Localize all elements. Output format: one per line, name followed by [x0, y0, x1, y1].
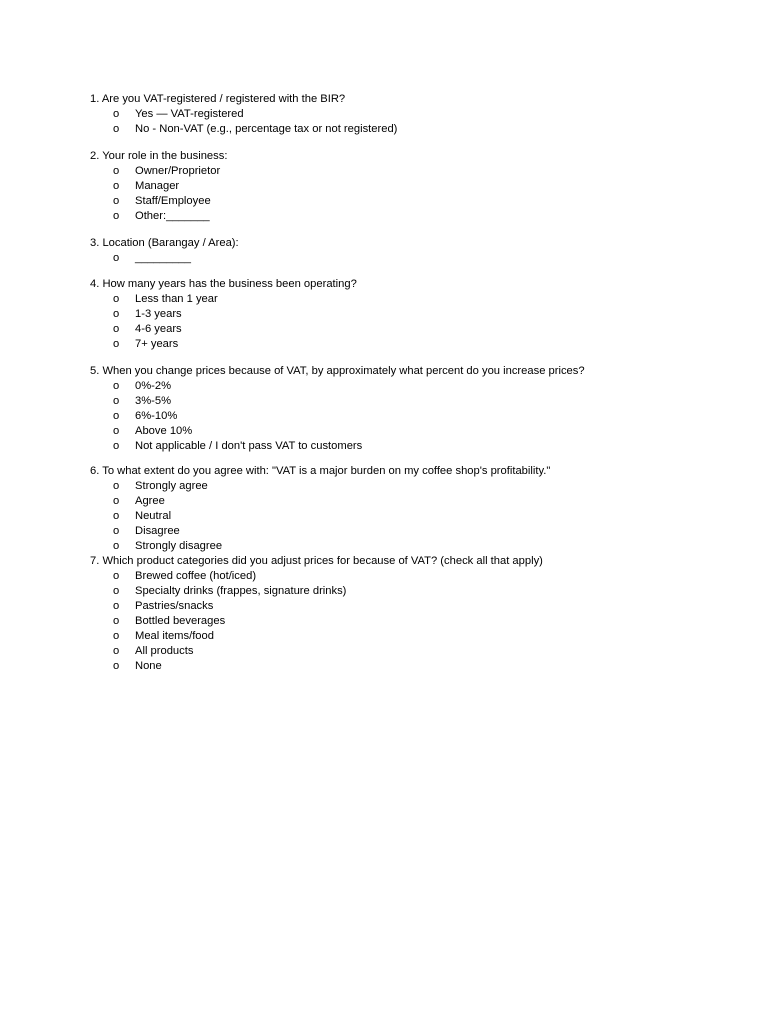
option-label: 0%-2% [135, 380, 172, 392]
option-item[interactable] [90, 599, 750, 614]
bullet-icon: o [113, 210, 120, 222]
option-item[interactable] [90, 307, 750, 322]
option-item[interactable] [90, 292, 750, 307]
option-label: Other:_______ [135, 210, 210, 222]
question-text: 2. Your role in the business: [90, 150, 228, 162]
option-label: 1-3 years [135, 308, 182, 320]
question-text: 5. When you change prices because of VAT, by approximately what percent do you increase prices? [90, 365, 585, 377]
bullet-icon: o [113, 252, 120, 264]
question-2 [90, 149, 750, 224]
option-label: Not applicable / I don't pass VAT to customers [135, 440, 363, 452]
option-label: 3%-5% [135, 395, 172, 407]
option-label: Agree [135, 495, 165, 507]
option-label: Brewed coffee (hot/iced) [135, 570, 257, 582]
question-5 [90, 364, 750, 454]
option-label: _________ [135, 252, 191, 264]
option-item[interactable] [90, 539, 750, 554]
bullet-icon: o [113, 380, 120, 392]
bullet-icon: o [113, 195, 120, 207]
bullet-icon: o [113, 600, 120, 612]
option-label: Neutral [135, 510, 172, 522]
option-label: Above 10% [135, 425, 193, 437]
option-item[interactable] [90, 394, 750, 409]
option-item[interactable] [90, 164, 750, 179]
option-item[interactable] [90, 614, 750, 629]
option-item[interactable] [90, 122, 750, 137]
option-item[interactable] [90, 337, 750, 352]
bullet-icon: o [113, 645, 120, 657]
bullet-icon: o [113, 630, 120, 642]
option-label: 7+ years [135, 338, 179, 350]
option-item[interactable] [90, 322, 750, 337]
option-item[interactable] [90, 479, 750, 494]
question-text: 7. Which product categories did you adjust prices for because of VAT? (check all that apply) [90, 555, 543, 567]
option-label: Staff/Employee [135, 195, 211, 207]
question-text: 1. Are you VAT-registered / registered with the BIR? [90, 93, 346, 105]
option-item[interactable] [90, 424, 750, 439]
option-list [90, 292, 750, 352]
bullet-icon: o [113, 108, 120, 120]
option-item[interactable] [90, 179, 750, 194]
option-item[interactable] [90, 194, 750, 209]
option-list [90, 379, 750, 454]
bullet-icon: o [113, 440, 120, 452]
question-text: 4. How many years has the business been operating? [90, 278, 357, 290]
option-label: 6%-10% [135, 410, 178, 422]
question-6 [90, 464, 750, 554]
option-label: Pastries/snacks [135, 600, 214, 612]
question-4 [90, 277, 750, 352]
option-item[interactable] [90, 251, 750, 266]
bullet-icon: o [113, 585, 120, 597]
option-item[interactable] [90, 644, 750, 659]
option-label: None [135, 660, 162, 672]
bullet-icon: o [113, 308, 120, 320]
option-label: Strongly agree [135, 480, 208, 492]
bullet-icon: o [113, 540, 120, 552]
bullet-icon: o [113, 165, 120, 177]
option-item[interactable] [90, 494, 750, 509]
option-label: No - Non-VAT (e.g., percentage tax or not registered) [135, 123, 398, 135]
option-label: Bottled beverages [135, 615, 226, 627]
option-label: Strongly disagree [135, 540, 223, 552]
option-label: Less than 1 year [135, 293, 218, 305]
option-item[interactable] [90, 379, 750, 394]
option-item[interactable] [90, 209, 750, 224]
option-list [90, 569, 750, 674]
option-item[interactable] [90, 584, 750, 599]
option-label: All products [135, 645, 194, 657]
bullet-icon: o [113, 615, 120, 627]
bullet-icon: o [113, 123, 120, 135]
bullet-icon: o [113, 180, 120, 192]
bullet-icon: o [113, 495, 120, 507]
bullet-icon: o [113, 338, 120, 350]
option-item[interactable] [90, 524, 750, 539]
bullet-icon: o [113, 323, 120, 335]
bullet-icon: o [113, 570, 120, 582]
bullet-icon: o [113, 293, 120, 305]
question-text: 6. To what extent do you agree with: "VAT is a major burden on my coffee shop's profitability." [90, 465, 551, 477]
question-7 [90, 554, 750, 674]
bullet-icon: o [113, 410, 120, 422]
bullet-icon: o [113, 660, 120, 672]
option-label: Meal items/food [135, 630, 214, 642]
option-label: Specialty drinks (frappes, signature drinks) [135, 585, 347, 597]
bullet-icon: o [113, 510, 120, 522]
question-1 [90, 92, 750, 137]
option-label: Yes — VAT-registered [135, 108, 244, 120]
option-item[interactable] [90, 659, 750, 674]
bullet-icon: o [113, 525, 120, 537]
bullet-icon: o [113, 480, 120, 492]
option-item[interactable] [90, 509, 750, 524]
option-list [90, 479, 750, 554]
option-list [90, 107, 750, 137]
option-item[interactable] [90, 569, 750, 584]
option-label: Owner/Proprietor [135, 165, 221, 177]
option-label: 4-6 years [135, 323, 182, 335]
question-3 [90, 236, 750, 266]
bullet-icon: o [113, 425, 120, 437]
option-list [90, 164, 750, 224]
option-list [90, 251, 750, 266]
bullet-icon: o [113, 395, 120, 407]
question-text: 3. Location (Barangay / Area): [90, 237, 239, 249]
option-item[interactable] [90, 107, 750, 122]
option-label: Manager [135, 180, 180, 192]
option-item[interactable] [90, 629, 750, 644]
option-item[interactable] [90, 439, 750, 454]
option-label: Disagree [135, 525, 180, 537]
option-item[interactable] [90, 409, 750, 424]
